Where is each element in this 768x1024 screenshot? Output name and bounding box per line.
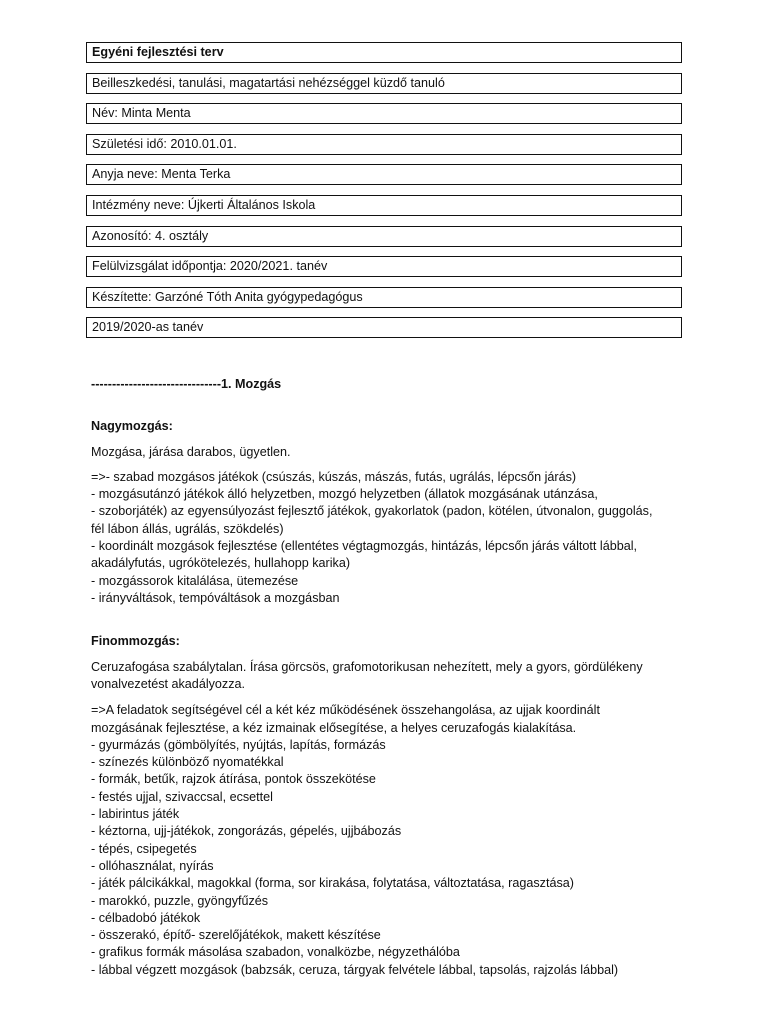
fine-motor-intro: vonalvezetést akadályozza. [91, 677, 246, 692]
header-box-identifier: Azonosító: 4. osztály [86, 226, 682, 247]
list-item: - grafikus formák másolása szabadon, vonalközbe, négyzethálóba [91, 945, 460, 960]
list-item: - formák, betűk, rajzok átírása, pontok összekötése [91, 772, 376, 787]
list-item: - mozgásutánzó játékok álló helyzetben, mozgó helyzetben (állatok mozgásának utánzása, [91, 487, 598, 502]
header-box-institution: Intézmény neve: Újkerti Általános Iskola [86, 195, 682, 216]
header-box-school-year: 2019/2020-as tanév [86, 317, 682, 338]
list-item: - mozgássorok kitalálása, ütemezése [91, 573, 299, 588]
header-box-mother-name: Anyja neve: Menta Terka [86, 164, 682, 185]
list-item: =>A feladatok segítségével cél a két kéz működésének összehangolása, az ujjak koordinált [91, 703, 600, 718]
header-table [86, 42, 682, 348]
section-movement [91, 376, 691, 979]
fine-motor-heading: Finommozgás: [91, 634, 180, 649]
header-box-review-date: Felülvizsgálat időpontja: 2020/2021. tanév [86, 256, 682, 277]
list-item: - lábbal végzett mozgások (babzsák, ceruza, tárgyak felvétele lábbal, tapsolás, rajzolás lábbal) [91, 962, 619, 977]
fine-motor-intro: Ceruzafogása szabálytalan. Írása görcsös, grafomotorikusan nehezített, mely a gyors, gördülékeny [91, 660, 643, 675]
list-item: - labirintus játék [91, 807, 180, 822]
list-item: - koordinált mozgások fejlesztése (ellentétes végtagmozgás, hintázás, lépcsőn járás váltott lábbal, [91, 538, 638, 553]
list-item: - játék pálcikákkal, magokkal (forma, sor kirakása, folytatása, változtatása, ragasztása) [91, 876, 574, 891]
list-item: - tépés, csipegetés [91, 841, 197, 856]
gross-motor-heading: Nagymozgás: [91, 419, 173, 433]
list-item: - célbadobó játékok [91, 910, 201, 925]
list-item: - színezés különböző nyomatékkal [91, 755, 284, 770]
list-item: - összerakó, építő- szerelőjátékok, makett készítése [91, 928, 381, 943]
list-item: - gyurmázás (gömbölyítés, nyújtás, lapítás, formázás [91, 737, 386, 752]
header-box-name: Név: Minta Menta [86, 103, 682, 124]
list-item: - festés ujjal, szivaccsal, ecsettel [91, 789, 273, 804]
list-item: - irányváltások, tempóváltások a mozgásban [91, 590, 340, 605]
header-box-category: Beilleszkedési, tanulási, magatartási nehézséggel küzdő tanuló [86, 73, 682, 94]
header-box-title: Egyéni fejlesztési terv [86, 42, 682, 63]
list-item: - ollóhasználat, nyírás [91, 858, 214, 873]
list-item: - marokkó, puzzle, gyöngyfűzés [91, 893, 269, 908]
gross-motor-intro: Mozgása, járása darabos, ügyetlen. [91, 444, 291, 459]
section-title: -------------------------------1. Mozgás [91, 377, 282, 391]
list-item: - kéztorna, ujj-játékok, zongorázás, gépelés, ujjbábozás [91, 824, 402, 839]
header-box-birth-date: Születési idő: 2010.01.01. [86, 134, 682, 155]
list-item: - szoborjáték) az egyensúlyozást fejlesztő játékok, gyakorlatok (padon, kötélen, útvonalon, guggolás, [91, 504, 653, 519]
list-item: =>- szabad mozgásos játékok (csúszás, kúszás, mászás, futás, ugrálás, lépcsőn járás) [91, 469, 577, 484]
list-item: fél lábon állás, ugrálás, szökdelés) [91, 521, 284, 536]
list-item: akadályfutás, ugrókötelezés, hullahopp karika) [91, 556, 351, 571]
list-item: mozgásának fejlesztése, a kéz izmainak elősegítése, a helyes ceruzafogás kialakítása. [91, 720, 577, 735]
header-box-author: Készítette: Garzóné Tóth Anita gyógypedagógus [86, 287, 682, 308]
